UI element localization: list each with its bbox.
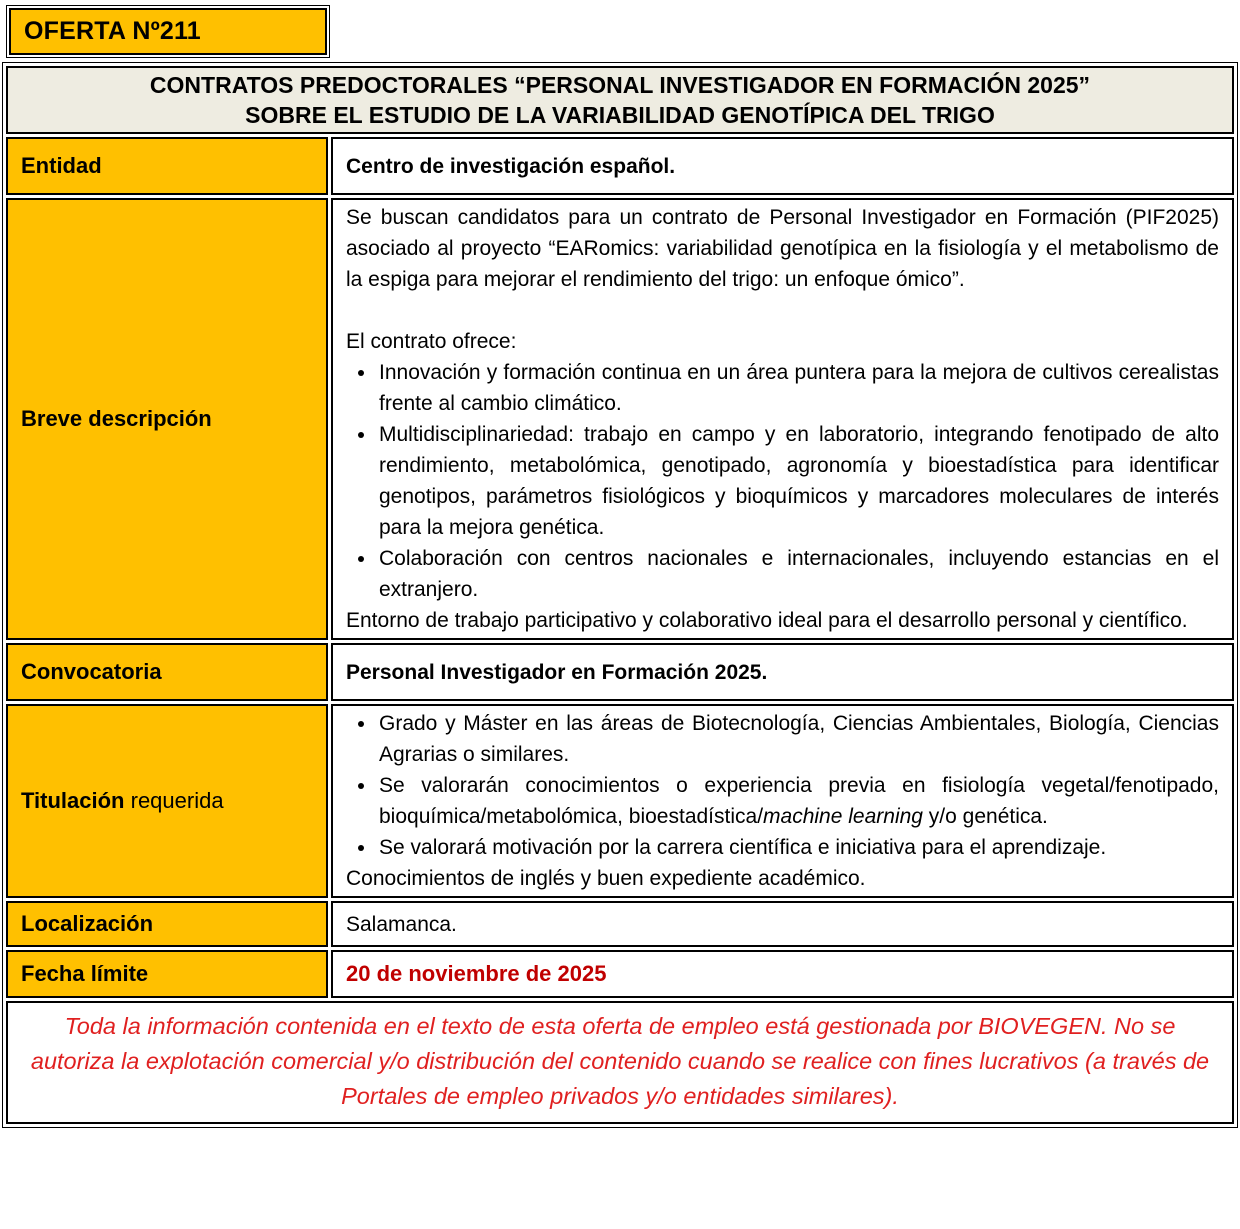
breve-intro: El contrato ofrece: xyxy=(346,330,517,353)
titulacion-label-rest: requerida xyxy=(130,788,224,813)
titulacion-bullet-2 xyxy=(377,770,1219,832)
breve-bullet-1: • Innovación y formación continua en un área puntera para la mejora de cultivos cerealistas frente al cambio climático. xyxy=(377,357,1219,419)
offer-table xyxy=(3,63,1237,1127)
entidad-value-cell xyxy=(331,137,1234,195)
offer-number-text: OFERTA Nº211 xyxy=(24,17,201,45)
titulacion-bullet-2-pre: Se valorarán conocimientos o experiencia previa en fisiología vegetal/fenotipado, bioquímica/metabolómica, bioestadística/ xyxy=(379,774,1219,828)
breve-bullet-list xyxy=(346,357,1219,605)
row-titulacion-requerida xyxy=(6,704,1234,898)
titulacion-bullet-1: • Grado y Máster en las áreas de Biotecnología, Ciencias Ambientales, Biología, Ciencias Agrarias o similares. xyxy=(377,708,1219,770)
header-row xyxy=(6,66,1234,134)
convocatoria-value: Personal Investigador en Formación 2025. xyxy=(346,660,768,684)
titulacion-outro: Conocimientos de inglés y buen expediente académico. xyxy=(346,867,866,890)
offer-table-container xyxy=(2,62,1238,1128)
row-entidad xyxy=(6,137,1234,195)
breve-bullet-3: • Colaboración con centros nacionales e internacionales, incluyendo estancias en el extranjero. xyxy=(377,543,1219,605)
fecha-limite-value: 20 de noviembre de 2025 xyxy=(346,961,607,986)
convocatoria-label: Convocatoria xyxy=(6,643,328,701)
fecha-limite-label: Fecha límite xyxy=(6,950,328,998)
titulacion-cell xyxy=(331,704,1234,898)
localizacion-label: Localización xyxy=(6,901,328,947)
titulacion-bullet-list xyxy=(346,708,1219,863)
entidad-label: Entidad xyxy=(6,137,328,195)
titulacion-bullet-2-italic: machine learning xyxy=(763,805,923,828)
titulacion-label-bold: Titulación xyxy=(21,788,125,813)
titulacion-label xyxy=(6,704,328,898)
entidad-value: Centro de investigación español. xyxy=(346,154,676,178)
titulacion-bullet-2-post: y/o genética. xyxy=(922,805,1048,828)
breve-bullet-2: • Multidisciplinariedad: trabajo en campo y en laboratorio, integrando fenotipado de alto rendimiento, metabolómica, genotipado, agronomía y bioestadística para identificar genotipos, parámetros fisiológicos y bioquímicos y marcadores moleculares de interés para la mejora genética. xyxy=(377,419,1219,543)
titulacion-bullet-3: • Se valorará motivación por la carrera científica e iniciativa para el aprendizaje. xyxy=(377,832,1219,863)
offer-number-box xyxy=(9,8,327,55)
offer-title-line2: SOBRE EL ESTUDIO DE LA VARIABILIDAD GENOTÍPICA DEL TRIGO xyxy=(245,102,995,128)
localizacion-value-cell xyxy=(331,901,1234,947)
localizacion-value: Salamanca. xyxy=(346,912,457,936)
offer-title-cell xyxy=(6,66,1234,134)
footer-disclaimer: Toda la información contenida en el texto de esta oferta de empleo está gestionada por BIOVEGEN. No se autoriza la explotación comercial y/o distribución del contenido cuando se realice con fines lucrativos (a través de Portales de empleo privados y/o entidades similares). xyxy=(6,1001,1234,1124)
offer-title-line1: CONTRATOS PREDOCTORALES “PERSONAL INVESTIGADOR EN FORMACIÓN 2025” xyxy=(149,72,1091,98)
footer-row xyxy=(6,1001,1234,1124)
row-localizacion xyxy=(6,901,1234,947)
breve-descripcion-cell xyxy=(331,198,1234,640)
breve-paragraph-1: Se buscan candidatos para un contrato de Personal Investigador en Formación (PIF2025) asociado al proyecto “EARomics: variabilidad genotípica en la fisiología y el metabolismo de la espiga para mejorar el rendimiento del trigo: un enfoque ómico”. xyxy=(346,206,1219,291)
row-convocatoria xyxy=(6,643,1234,701)
breve-outro: Entorno de trabajo participativo y colaborativo ideal para el desarrollo personal y científico. xyxy=(346,609,1188,632)
breve-descripcion-label: Breve descripción xyxy=(6,198,328,640)
row-fecha-limite xyxy=(6,950,1234,998)
fecha-limite-value-cell xyxy=(331,950,1234,998)
convocatoria-value-cell xyxy=(331,643,1234,701)
blank-line xyxy=(346,295,1219,326)
row-breve-descripcion xyxy=(6,198,1234,640)
